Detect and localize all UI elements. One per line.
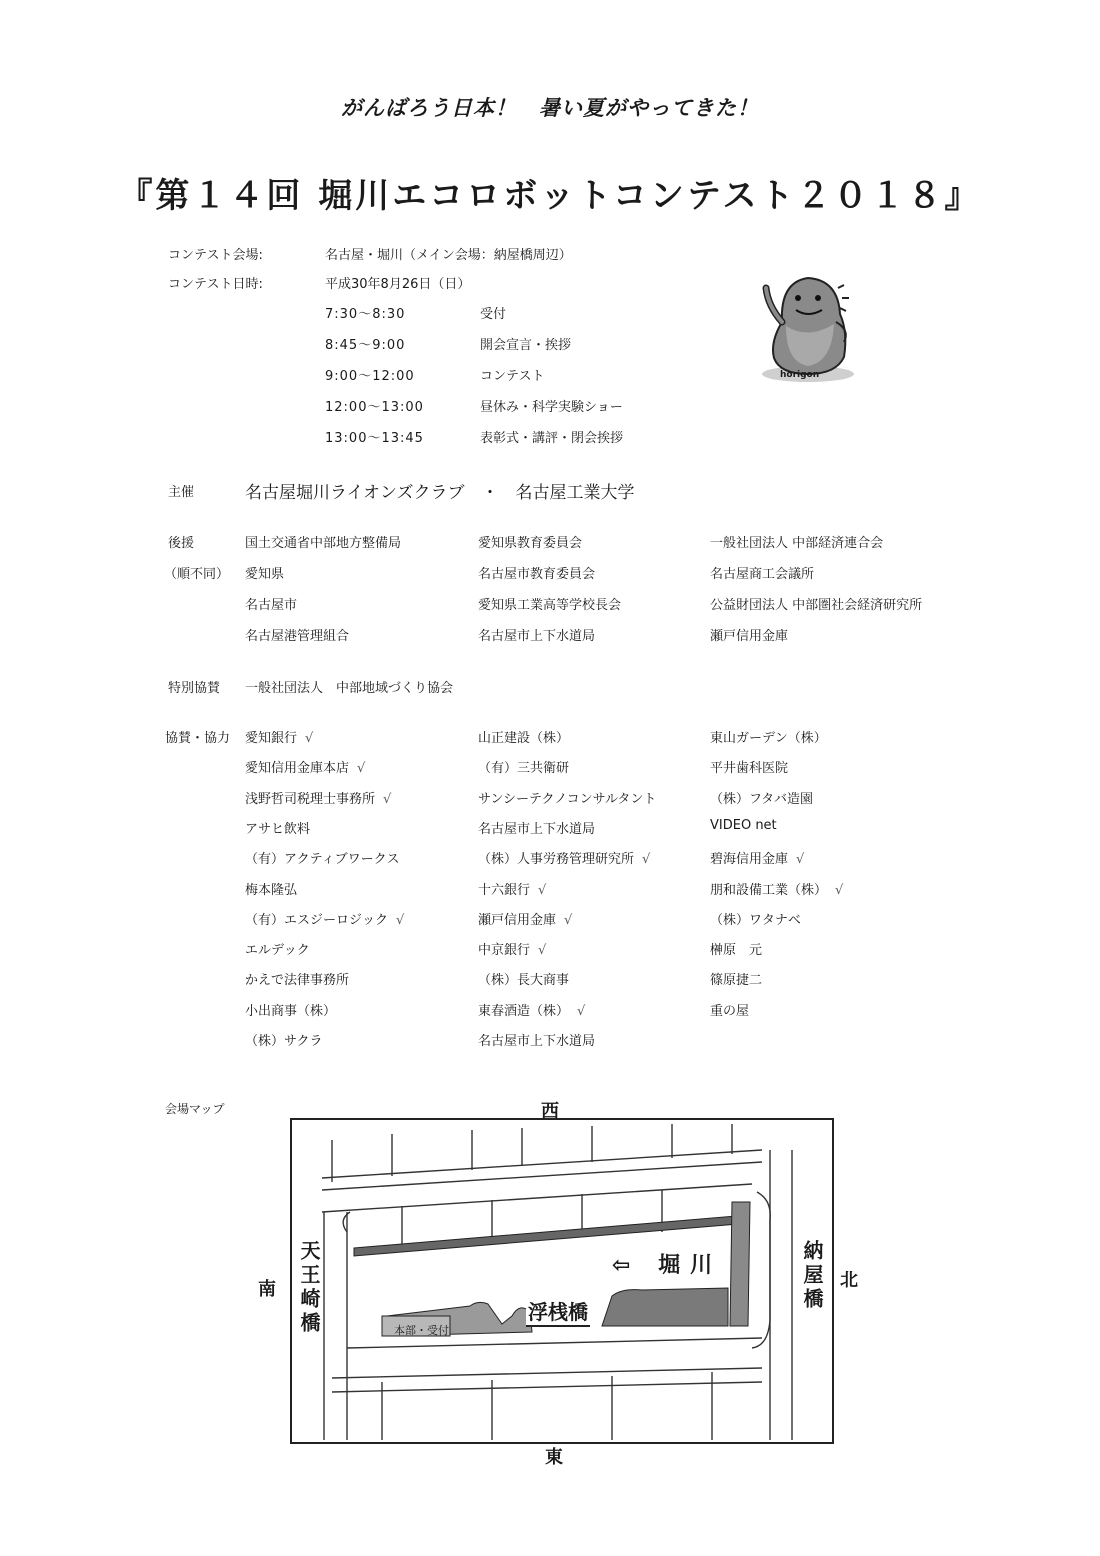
river-name: 堀川 bbox=[658, 1253, 723, 1278]
sponsor-name: 中京銀行 bbox=[478, 943, 531, 958]
schedule-activity: コンテスト bbox=[480, 369, 545, 384]
sponsor-item bbox=[245, 879, 297, 898]
schedule-activity: 表彰式・講評・閉会挨拶 bbox=[480, 431, 624, 446]
sponsor-name: 朋和設備工業（株） bbox=[710, 883, 828, 898]
sponsor-name: （株）長大商事 bbox=[478, 973, 570, 988]
venue-map bbox=[290, 1118, 834, 1444]
venue-label: コンテスト会場: bbox=[168, 248, 263, 263]
checkmark-icon: √ bbox=[383, 792, 392, 807]
checkmark-icon: √ bbox=[796, 852, 805, 867]
date-value: 平成30年8月26日（日） bbox=[325, 277, 471, 292]
sponsor-name: 榊原 元 bbox=[710, 943, 763, 958]
support-sublabel: （順不同） bbox=[164, 567, 230, 582]
sponsor-item bbox=[245, 969, 349, 988]
checkmark-icon: √ bbox=[305, 731, 314, 746]
sponsor-item bbox=[478, 848, 650, 867]
sponsor-name: サンシーテクノコンサルタント bbox=[478, 792, 657, 807]
checkmark-icon: √ bbox=[564, 913, 573, 928]
sponsor-item bbox=[478, 1030, 595, 1049]
sponsor-item bbox=[245, 818, 310, 837]
date-label: コンテスト日時: bbox=[168, 277, 263, 292]
support-item: 愛知県工業高等学校長会 bbox=[478, 598, 622, 613]
sponsor-item bbox=[478, 1000, 585, 1019]
organizer-value: 名古屋堀川ライオンズクラブ ・ 名古屋工業大学 bbox=[245, 483, 635, 503]
sponsor-item bbox=[245, 757, 365, 776]
mascot-horigon bbox=[752, 262, 864, 384]
support-item: 愛知県教育委員会 bbox=[478, 536, 583, 551]
checkmark-icon: √ bbox=[577, 1004, 586, 1019]
sponsor-item bbox=[710, 909, 801, 928]
sponsor-item bbox=[478, 788, 656, 807]
checkmark-icon: √ bbox=[538, 883, 547, 898]
sponsor-name: 篠原捷二 bbox=[710, 973, 763, 988]
river-label bbox=[612, 1248, 722, 1279]
map-drawing bbox=[292, 1120, 832, 1442]
sponsor-item bbox=[710, 818, 777, 833]
sponsor-item bbox=[245, 727, 313, 746]
sponsor-item bbox=[710, 727, 827, 746]
sponsor-item bbox=[245, 788, 391, 807]
support-label: 後援 bbox=[168, 536, 195, 551]
sponsor-item bbox=[710, 757, 788, 776]
sponsor-name: （有）アクティブワークス bbox=[245, 852, 400, 867]
sponsor-name: かえで法律事務所 bbox=[245, 973, 350, 988]
sponsor-name: 小出商事（株） bbox=[245, 1004, 337, 1019]
sponsor-name: 名古屋市上下水道局 bbox=[478, 1034, 596, 1049]
sponsor-item bbox=[245, 1000, 336, 1019]
sponsor-name: エルデック bbox=[245, 943, 310, 958]
sponsor-name: 東春酒造（株） bbox=[478, 1004, 570, 1019]
sponsor-item bbox=[710, 1000, 749, 1019]
bridge-south-label: 天王崎橋 bbox=[297, 1240, 321, 1336]
sponsor-item bbox=[245, 909, 404, 928]
checkmark-icon: √ bbox=[538, 943, 547, 958]
sponsor-item bbox=[710, 939, 762, 958]
map-west: 西 bbox=[541, 1101, 559, 1122]
support-item: 愛知県 bbox=[245, 567, 285, 582]
sponsor-item bbox=[245, 939, 310, 958]
schedule-activity: 受付 bbox=[480, 307, 507, 322]
schedule-time: 12:00～13:00 bbox=[325, 400, 424, 415]
sponsor-item bbox=[245, 848, 399, 867]
hq-label: 本部・受付 bbox=[394, 1324, 449, 1337]
arrow-left-icon: ⇦ bbox=[612, 1253, 641, 1278]
sponsor-name: 碧海信用金庫 bbox=[710, 852, 789, 867]
sponsor-name: 愛知信用金庫本店 bbox=[245, 761, 350, 776]
support-item: 名古屋市 bbox=[245, 598, 298, 613]
organizer-label: 主催 bbox=[168, 485, 195, 500]
slogan: がんばろう日本！ 暑い夏がやってきた！ bbox=[341, 96, 759, 120]
sponsor-name: 浅野哲司税理士事務所 bbox=[245, 792, 376, 807]
support-item: 国土交通省中部地方整備局 bbox=[245, 536, 402, 551]
support-item: 名古屋商工会議所 bbox=[710, 567, 815, 582]
sponsor-name: （株）サクラ bbox=[245, 1034, 323, 1049]
sponsor-name: VIDEO net bbox=[710, 818, 777, 833]
sponsor-item bbox=[710, 879, 843, 898]
schedule-time: 8:45～9:00 bbox=[325, 338, 406, 353]
sponsor-name: 瀬戸信用金庫 bbox=[478, 913, 557, 928]
support-item: 瀬戸信用金庫 bbox=[710, 629, 789, 644]
sponsor-item bbox=[710, 848, 804, 867]
checkmark-icon: √ bbox=[396, 913, 405, 928]
special-value: 一般社団法人 中部地域づくり協会 bbox=[245, 681, 454, 696]
sponsor-item bbox=[710, 969, 762, 988]
map-label: 会場マップ bbox=[165, 1102, 225, 1116]
schedule-activity: 昼休み・科学実験ショー bbox=[480, 400, 623, 415]
sponsor-item bbox=[478, 939, 546, 958]
sponsor-name: （株）フタバ造園 bbox=[710, 792, 813, 807]
support-item: 名古屋市上下水道局 bbox=[478, 629, 596, 644]
support-item: 名古屋市教育委員会 bbox=[478, 567, 596, 582]
sponsor-name: 山正建設（株） bbox=[478, 731, 570, 746]
schedule-time: 13:00～13:45 bbox=[325, 431, 424, 446]
venue-value: 名古屋・堀川（メイン会場：納屋橋周辺） bbox=[325, 248, 572, 263]
sponsor-name: 愛知銀行 bbox=[245, 731, 298, 746]
bridge-north-label: 納屋橋 bbox=[800, 1240, 824, 1312]
support-item: 名古屋港管理組合 bbox=[245, 629, 350, 644]
checkmark-icon: √ bbox=[642, 852, 651, 867]
sponsor-name: （株）ワタナベ bbox=[710, 913, 801, 928]
sponsor-name: 十六銀行 bbox=[478, 883, 531, 898]
sponsor-item bbox=[478, 909, 572, 928]
map-north: 北 bbox=[840, 1270, 858, 1291]
support-item: 一般社団法人 中部経済連合会 bbox=[710, 536, 884, 551]
sponsor-item bbox=[478, 818, 595, 837]
map-south: 南 bbox=[258, 1279, 276, 1300]
sponsor-name: （有）エスジーロジック bbox=[245, 913, 389, 928]
map-east: 東 bbox=[545, 1447, 563, 1468]
sponsor-item bbox=[710, 788, 813, 807]
mascot-icon bbox=[752, 262, 864, 384]
sponsor-name: 重の屋 bbox=[710, 1004, 750, 1019]
support-item: 公益財団法人 中部圏社会経済研究所 bbox=[710, 598, 923, 613]
sponsors-label: 協賛・協力 bbox=[165, 731, 231, 746]
page-title: 『第１４回 堀川エコロボットコンテスト２０１８』 bbox=[118, 176, 982, 216]
checkmark-icon: √ bbox=[357, 761, 366, 776]
sponsor-name: （有）三共衛研 bbox=[478, 761, 570, 776]
sponsor-name: 梅本隆弘 bbox=[245, 883, 298, 898]
schedule-time: 7:30～8:30 bbox=[325, 307, 406, 322]
sponsor-name: 名古屋市上下水道局 bbox=[478, 822, 596, 837]
sponsor-item bbox=[478, 969, 569, 988]
sponsor-name: アサヒ飲料 bbox=[245, 822, 311, 837]
sponsor-name: （株）人事労務管理研究所 bbox=[478, 852, 635, 867]
sponsor-item bbox=[478, 727, 569, 746]
checkmark-icon: √ bbox=[835, 883, 844, 898]
sponsor-name: 東山ガーデン（株） bbox=[710, 731, 827, 746]
sponsor-item bbox=[478, 757, 569, 776]
mascot-caption: horigon bbox=[780, 370, 820, 380]
sponsor-item bbox=[478, 879, 546, 898]
special-label: 特別協賛 bbox=[168, 681, 221, 696]
sponsor-item bbox=[245, 1030, 322, 1049]
schedule-activity: 開会宣言・挨拶 bbox=[480, 338, 572, 353]
pier-label: 浮桟橋 bbox=[526, 1296, 590, 1327]
sponsor-name: 平井歯科医院 bbox=[710, 761, 789, 776]
schedule-time: 9:00～12:00 bbox=[325, 369, 415, 384]
